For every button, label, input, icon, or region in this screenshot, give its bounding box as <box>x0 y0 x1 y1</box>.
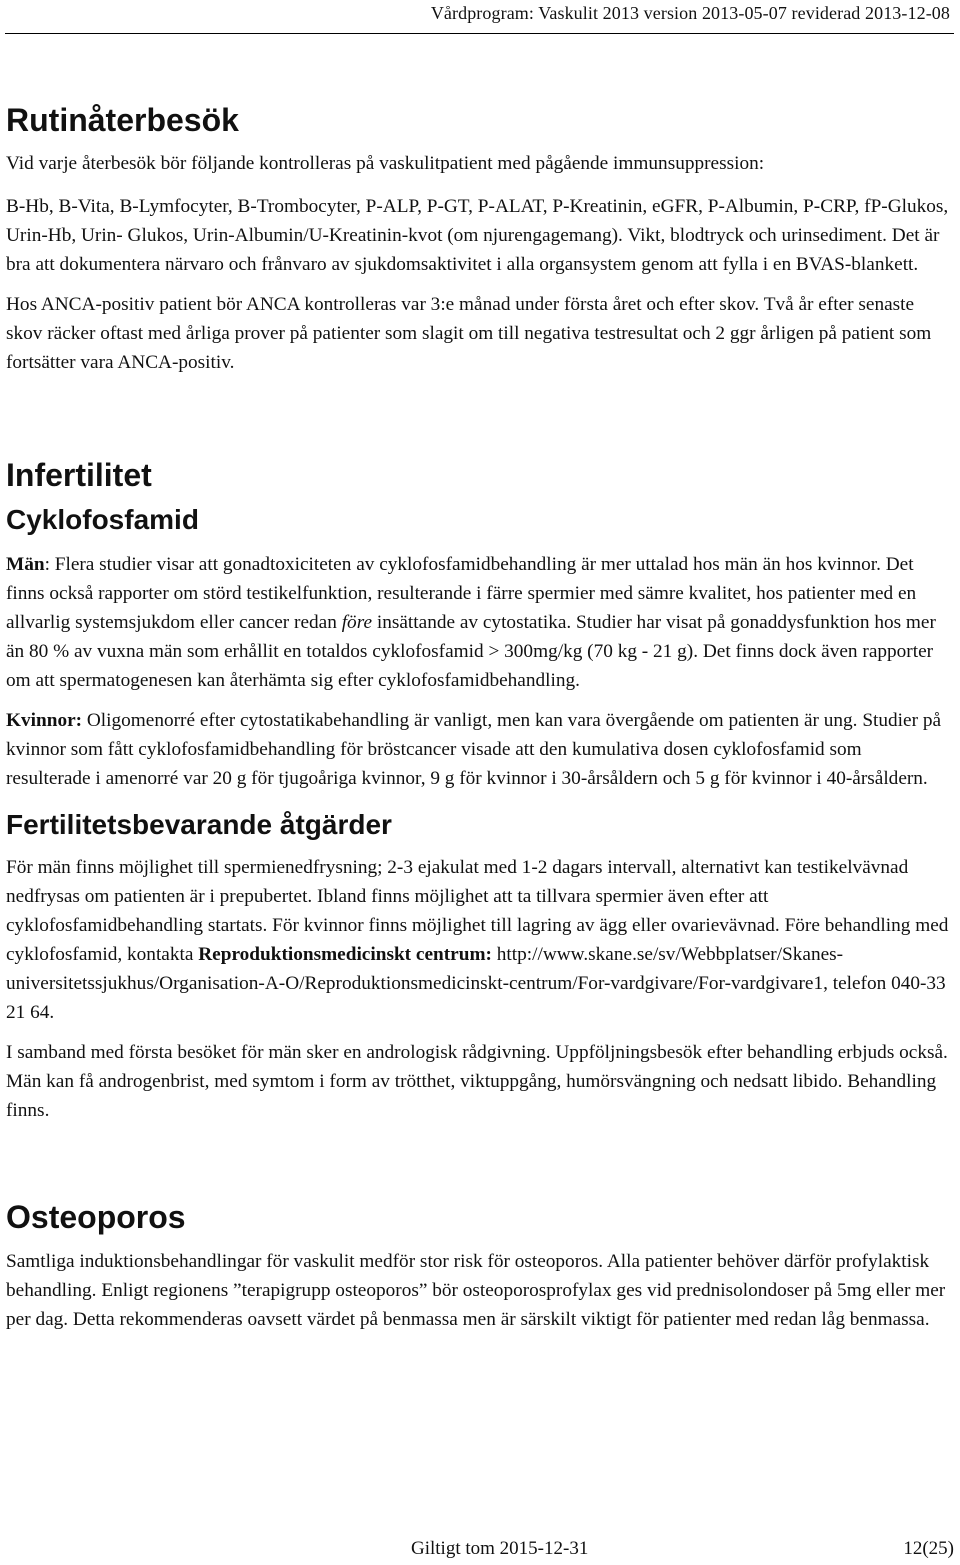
man-italic: före <box>341 612 373 634</box>
heading-rutinaterbesok: Rutinåterbesök <box>6 102 239 138</box>
kvinnor-text: Oligomenorré efter cytostatikabehandling är vanligt, men kan vara övergående om patienten är ung. Studier på kvinnor som fått cyklofosfamidbehandling för bröstcancer visade att den kumulativa dosen cyklofosfamid som resulterade i amenorré var 20 g för tjugoåriga kvinnor, 9 g för kvinnor i 30-årsåldern och 5 g för kvinnor i 40-årsåldern. <box>6 710 942 790</box>
paragraph-fertilitet-2: I samband med första besöket för män sker en andrologisk rådgivning. Uppföljningsbesök efter behandling erbjuds också. Män kan få androgenbrist, med symtom i form av trötthet, viktuppgång, humörsvängning och nedsatt libido. Behandling finns. <box>6 1041 948 1121</box>
heading-cyklofosfamid: Cyklofosfamid <box>6 503 199 535</box>
man-text-a: : Flera studier visar att gonadtoxiciteten av cyklofosfamidbehandling är mer uttalad hos män än hos kvinnor. Det finns också rapporter om störd testikelfunktion, resulterande i färre spermier med sämre kvalitet, hos patienter med en allvarlig systemsjukdom eller cancer redan <box>6 554 917 634</box>
header-divider <box>5 33 954 34</box>
label-man: Män <box>6 554 45 576</box>
paragraph-anca: Hos ANCA-positiv patient bör ANCA kontrolleras var 3:e månad under första året och efter skov. Två år efter senaste skov räcker oftast med årliga prover på patienter som slagit om till negativa testresultat och 2 ggr årligen på patient som fortsätter vara ANCA-positiv. <box>6 294 932 374</box>
label-kvinnor: Kvinnor: <box>6 710 83 732</box>
paragraph-osteoporos: Samtliga induktionsbehandlingar för vaskulit medför stor risk för osteoporos. Alla patienter behöver därför profylaktisk behandling. Enligt regionens ”terapigrupp osteoporos” bör osteoporosprofylax ges vid prednisolondoser på 5mg eller mer per dag. Detta rekommenderas oavsett värdet på benmassa men är särskilt viktigt för patienter med redan låg benmassa. <box>6 1251 946 1331</box>
paragraph-rutin-intro: Vid varje återbesök bör följande kontrolleras på vaskulitpatient med pågående immunsuppression: <box>6 153 765 175</box>
paragraph-kvinnor <box>6 706 951 793</box>
paragraph-fertilitet-1 <box>6 853 951 1027</box>
label-reproduktionsmedicin: Reproduktionsmedicinskt centrum: <box>198 943 492 965</box>
reproduktion-url: http://www.skane.se/sv/Webbplatser/Skanes-universitetssjukhus/Organisation-A-O/Reproduktionsmedicinskt-centrum/For-vardgivare/For-vardgivare1, telefon 040-33 21 64. <box>6 943 946 1023</box>
running-header: Vårdprogram: Vaskulit 2013 version 2013-05-07 reviderad 2013-12-08 <box>430 3 950 23</box>
fertilitet-text: För män finns möjlighet till spermienedfrysning; 2-3 ejakulat med 1-2 dagars intervall, alternativt kan testikelvävnad nedfrysas om patienten är i prepubertet. Ibland finns möjlighet att ta tillvara spermier även efter att cyklofosfamidbehandling startats. För kvinnor finns möjlighet till lagring av ägg eller ovarievävnad. Före behandling med cyklofosfamid, kontakta <box>6 856 949 965</box>
man-text-b: insättande av cytostatika. Studier har visat på gonaddysfunktion hos mer än 80 % av vuxna män som erhållit en totaldos cyklofosfamid > 300mg/kg (70 kg - 21 g). Det finns dock även rapporter om att spermatogenesen kan återhämta sig efter cyklofosfamidbehandling. <box>6 612 936 692</box>
heading-infertilitet: Infertilitet <box>6 457 152 494</box>
paragraph-man <box>6 550 951 695</box>
footer-validity: Giltigt tom 2015-12-31 <box>411 1538 589 1559</box>
page-content <box>6 98 951 1334</box>
page-number: 12(25) <box>903 1538 954 1559</box>
heading-osteoporos: Osteoporos <box>6 1198 186 1235</box>
paragraph-rutin-tests: B-Hb, B-Vita, B-Lymfocyter, B-Trombocyter, P-ALP, P-GT, P-ALAT, P-Kreatinin, eGFR, P-Albumin, P-CRP, fP-Glukos, Urin-Hb, Urin- Glukos, Urin-Albumin/U-Kreatinin-kvot (om njurengagemang). Vikt, blodtryck och urinsediment. Det är bra att dokumentera närvaro och frånvaro av sjukdomsaktivitet i alla organsystem genom att fylla i en BVAS-blankett. <box>6 196 949 276</box>
heading-fertilitetsbevarande: Fertilitetsbevarande åtgärder <box>6 809 392 841</box>
